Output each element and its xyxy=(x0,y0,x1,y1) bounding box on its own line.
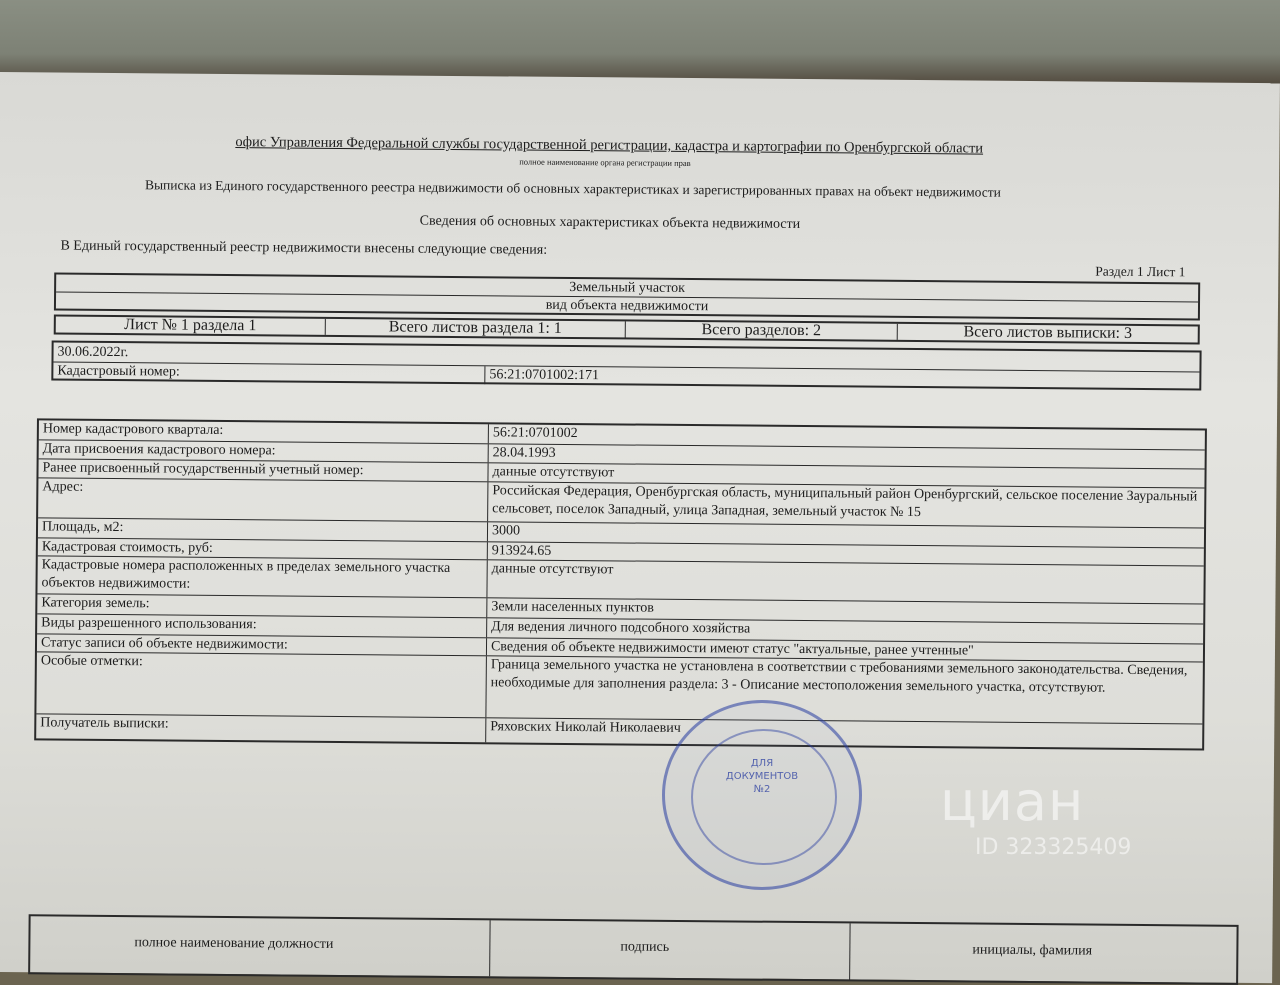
field-value: Российская Федерация, Оренбургская область, муниципальный район Оренбургский, сельское поселение Зауральный сельсовет, поселок Западный, улица Западная, земельный участок № 15 xyxy=(492,483,1198,521)
table-row xyxy=(36,652,1202,724)
field-value: данные отсутствуют xyxy=(491,561,614,578)
signature-cell xyxy=(490,920,850,979)
field-label: Площадь, м2: xyxy=(38,518,488,541)
cadastral-number-value: 56:21:0701002:171 xyxy=(489,367,600,384)
field-label: Категория земель: xyxy=(37,594,487,617)
sheets-in-section: Всего листов раздела 1: 1 xyxy=(326,319,626,338)
name-caption: инициалы, фамилия xyxy=(972,942,1093,959)
sheets-total: Всего листов выписки: 3 xyxy=(963,323,1133,342)
object-type-caption: вид объекта недвижимости xyxy=(545,297,709,315)
object-type: Земельный участок xyxy=(569,279,686,296)
field-label: Статус записи об объекте недвижимости: xyxy=(37,634,487,655)
extract-date: 30.06.2022г. xyxy=(57,344,129,360)
cadastral-number-label: Кадастровый номер: xyxy=(53,362,485,384)
section-title: Сведения об основных характеристиках объекта недвижимости xyxy=(419,213,801,232)
field-value: 3000 xyxy=(491,523,521,539)
official-stamp xyxy=(662,700,862,890)
field-label: Дата присвоения кадастрового номера: xyxy=(39,440,489,462)
stamp-inner-ring xyxy=(691,729,837,865)
details-table xyxy=(34,418,1207,750)
field-value: Граница земельного участка не установлена в соответствии с требованиями земельного законодательства. Сведения, необходимые для заполнения раздела: 3 - Описание местоположения земельного участка, отсутствуют. xyxy=(490,657,1188,696)
date-cadastral-table xyxy=(51,340,1201,390)
office-caption: полное наименование органа регистрации прав xyxy=(519,156,691,169)
field-label: Номер кадастрового квартала: xyxy=(39,420,489,443)
office-name: офис Управления Федеральной службы государственной регистрации, кадастра и картографии по Оренбургской области xyxy=(235,134,984,157)
cian-watermark-id: ID 323325409 xyxy=(975,835,1132,860)
field-value: Сведения об объекте недвижимости имеют статус "актуальные, ранее учтенные" xyxy=(490,639,974,659)
sections-total: Всего разделов: 2 xyxy=(626,321,898,339)
field-label: Ранее присвоенный государственный учетный номер: xyxy=(38,459,488,481)
field-label: Особые отметки: xyxy=(36,652,487,717)
field-label: Получатель выписки: xyxy=(36,714,486,742)
field-value: Земли населенных пунктов xyxy=(491,599,655,616)
document-title: Выписка из Единого государственного реестра недвижимости об основных характеристиках и зарегистрированных правах на объект недвижимости xyxy=(144,177,1001,200)
field-value: 56:21:0701002 xyxy=(492,425,578,442)
field-value: Для ведения личного подсобного хозяйства xyxy=(491,619,751,637)
stamp-text: ДЛЯ ДОКУМЕНТОВ №2 xyxy=(725,758,799,795)
object-type-table xyxy=(54,272,1200,320)
cian-watermark-logo: циан xyxy=(940,770,1085,833)
field-label: Виды разрешенного использования: xyxy=(37,614,487,637)
field-label: Кадастровая стоимость, руб: xyxy=(38,538,488,559)
field-label: Адрес: xyxy=(38,478,488,521)
section-reference: Раздел 1 Лист 1 xyxy=(1095,263,1186,280)
field-value: данные отсутствуют xyxy=(492,464,615,481)
field-value: 913924.65 xyxy=(491,543,552,559)
field-value: Ряховских Николай Николаевич xyxy=(490,719,681,736)
signature-caption: подпись xyxy=(620,939,670,955)
field-value: 28.04.1993 xyxy=(492,445,556,461)
intro-text: В Единый государственный реестр недвижимости внесены следующие сведения: xyxy=(60,238,548,258)
position-caption: полное наименование должности xyxy=(134,935,334,952)
field-label: Кадастровые номера расположенных в пределах земельного участка объектов недвижимости: xyxy=(37,556,487,597)
sheet-number: Лист № 1 раздела 1 xyxy=(56,316,326,334)
